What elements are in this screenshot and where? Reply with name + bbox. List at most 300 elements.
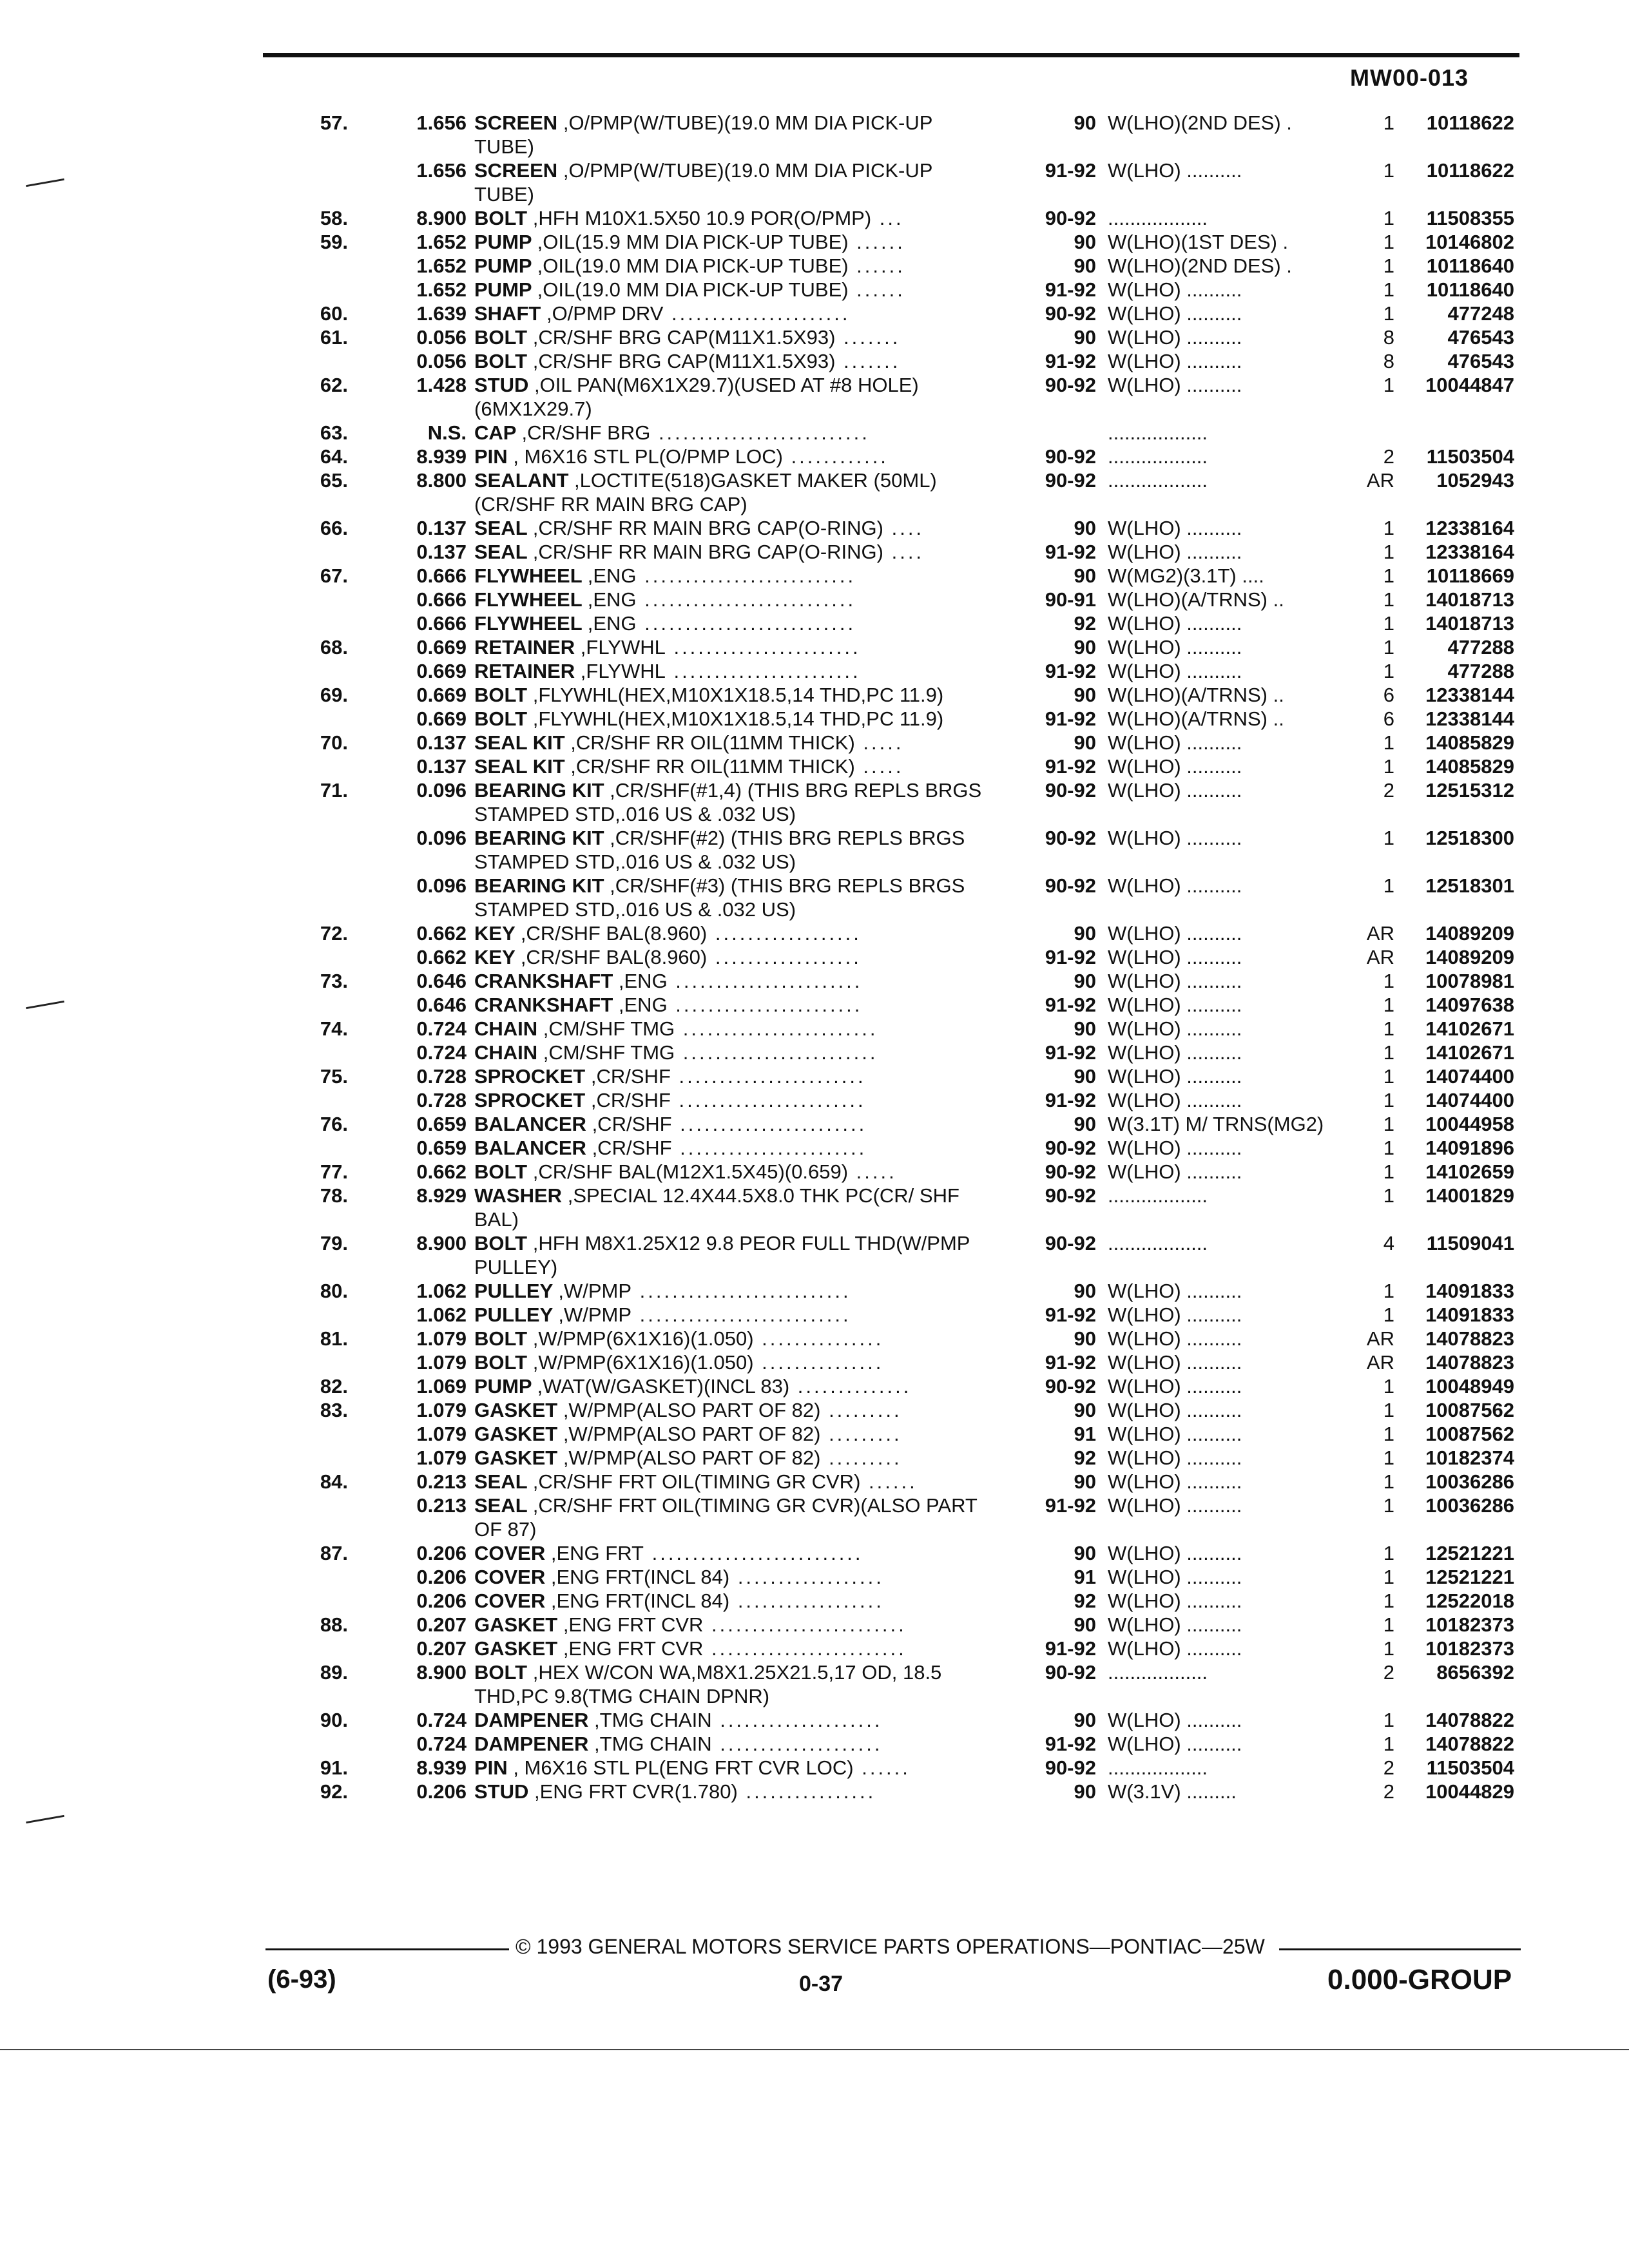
item-number: 74. [320,1017,348,1040]
usage: W(LHO) .......... [1108,374,1242,396]
part-detail: ,OIL PAN(M6X1X29.7)(USED AT #8 HOLE)(6MX1X29.7) [474,374,919,420]
part-description [474,1279,996,1303]
table-row [245,778,1514,826]
part-detail: ,W/PMP(ALSO PART OF 82) [563,1423,821,1445]
part-detail: ,OIL(19.0 MM DIA PICK-UP TUBE) [537,255,849,277]
quantity: 1 [1383,1184,1394,1207]
part-name: BOLT [474,207,528,229]
item-number [245,1136,363,1160]
model-years: 91-92 [1045,1303,1096,1326]
part-detail: ,CR/SHF RR MAIN BRG CAP(O-RING) [532,541,883,563]
quantity: 1 [1383,1041,1394,1064]
part-description [474,969,996,993]
part-name: GASKET [474,1613,558,1636]
group-number: 8.900 [416,1661,467,1684]
model-years: 90 [1074,1613,1096,1636]
part-number: 11503504 [1426,445,1514,468]
item-number: 83. [320,1399,348,1421]
quantity: 8 [1383,350,1394,372]
part-number: 10118640 [1426,278,1514,301]
item-number [245,1589,363,1613]
group-number: 0.096 [416,874,467,897]
part-number: 14102671 [1425,1041,1514,1064]
table-row [245,1398,1514,1422]
part-detail: ,OIL(15.9 MM DIA PICK-UP TUBE) [537,231,849,253]
part-detail: ,CR/SHF BRG [521,421,651,444]
table-row [245,1017,1514,1041]
part-name: BOLT [474,1232,528,1254]
usage: W(LHO) .......... [1108,1542,1242,1564]
usage: W(LHO) .......... [1108,922,1242,945]
usage: W(LHO) .......... [1108,1280,1242,1302]
part-detail: ,ENG [587,612,637,635]
part-name: RETAINER [474,636,575,658]
footer-rule-right [1279,1948,1521,1950]
quantity: 1 [1383,374,1394,396]
table-row [245,874,1514,921]
quantity: 1 [1383,1590,1394,1612]
item-number [245,611,363,635]
table-row [245,468,1514,516]
part-detail: ,ENG FRT CVR [563,1637,704,1660]
part-detail: ,CM/SHF TMG [543,1017,675,1040]
part-name: SEAL KIT [474,731,565,754]
item-number: 65. [320,469,348,492]
part-number: 14074400 [1425,1089,1514,1111]
table-row [245,325,1514,349]
usage: W(LHO) .......... [1108,779,1242,802]
part-number: 11509041 [1426,1232,1514,1254]
usage: W(LHO) .......... [1108,517,1242,539]
model-years: 90 [1074,1780,1096,1803]
group-number: 0.206 [416,1590,467,1612]
part-detail: ,ENG [587,564,637,587]
item-number [245,945,363,969]
quantity: 1 [1383,874,1394,897]
table-row [245,1112,1514,1136]
quantity: 1 [1383,1113,1394,1135]
group-number: 0.646 [416,970,467,992]
leader-dots: .... [883,541,925,563]
quantity: 1 [1383,731,1394,754]
part-number: 10044847 [1425,374,1514,396]
quantity: 1 [1383,541,1394,563]
group-number: 0.206 [416,1542,467,1564]
leader-dots: ................ [737,1780,876,1803]
model-years: 90 [1074,1017,1096,1040]
part-number: 10182373 [1425,1637,1514,1660]
parts-table-body [245,111,1514,1803]
part-description [474,659,996,683]
quantity: 1 [1383,827,1394,849]
part-description [474,325,996,349]
table-row [245,1231,1514,1279]
part-description [474,1732,996,1756]
table-row [245,1303,1514,1327]
part-name: COVER [474,1590,546,1612]
model-years: 90-92 [1045,1160,1096,1183]
item-number: 76. [320,1113,348,1135]
usage: W(LHO) .......... [1108,1303,1242,1326]
table-row [245,969,1514,993]
usage: W(LHO) .......... [1108,1160,1242,1183]
leader-dots: ......... [820,1423,902,1445]
item-number: 62. [320,374,348,396]
group-number: 0.666 [416,612,467,635]
part-detail: ,CR/SHF(#3) (THIS BRG REPLS BRGS STAMPED STD,.016 US & .032 US) [474,874,965,921]
leader-dots: ... [871,207,904,229]
item-number [245,278,363,302]
table-row [245,302,1514,325]
part-name: FLYWHEEL [474,588,583,611]
part-number: 10044829 [1425,1780,1514,1803]
item-number: 68. [320,636,348,658]
usage: W(LHO) .......... [1108,1446,1242,1469]
group-number: 8.800 [416,469,467,492]
item-number: 87. [320,1542,348,1564]
part-description [474,421,996,445]
part-name: PIN [474,445,508,468]
group-number: 1.428 [416,374,467,396]
item-number [245,1637,363,1660]
part-name: SEAL [474,1494,528,1517]
footer-rule-left [265,1948,491,1950]
part-description [474,731,996,754]
model-years: 91-92 [1045,159,1096,182]
item-number [245,826,363,874]
model-years: 91-92 [1045,541,1096,563]
part-detail: ,FLYWHL(HEX,M10X1X18.5,14 THD,PC 11.9) [532,707,944,730]
group-number: 0.659 [416,1113,467,1135]
part-detail: ,LOCTITE(518)GASKET MAKER (50ML)(CR/SHF RR MAIN BRG CAP) [474,469,937,515]
part-detail: ,CR/SHF [592,1137,672,1159]
leader-dots: ......... [820,1399,902,1421]
group-number: 1.079 [416,1399,467,1421]
table-row [245,1732,1514,1756]
quantity: 2 [1383,1756,1394,1779]
quantity: 1 [1383,1542,1394,1564]
part-number: 14085829 [1425,755,1514,778]
usage: W(LHO) .......... [1108,1637,1242,1660]
leader-dots: ...... [853,1756,911,1779]
part-description [474,1589,996,1613]
item-number [245,1565,363,1589]
usage: W(LHO) .......... [1108,1041,1242,1064]
group-number: 0.207 [416,1613,467,1636]
parts-table [245,111,1514,1803]
part-name: PULLEY [474,1280,553,1302]
model-years: 90-92 [1045,207,1096,229]
model-years: 91-92 [1045,1041,1096,1064]
part-detail: ,TMG CHAIN [594,1709,712,1731]
part-description [474,111,996,159]
leader-dots: ........................ [703,1637,907,1660]
model-years: 91-92 [1045,278,1096,301]
model-years: 90 [1074,731,1096,754]
model-years: 90 [1074,517,1096,539]
item-number: 91. [320,1756,348,1779]
item-number [245,707,363,731]
item-number [245,1494,363,1541]
part-number: 10048949 [1425,1375,1514,1398]
leader-dots: .................. [729,1566,884,1588]
model-years: 90-92 [1045,1375,1096,1398]
part-name: DAMPENER [474,1709,589,1731]
quantity: 1 [1383,970,1394,992]
part-detail: ,FLYWHL [580,660,666,682]
part-detail: ,CR/SHF RR MAIN BRG CAP(O-RING) [532,517,883,539]
part-number: 10118622 [1426,159,1514,182]
usage: W(3.1T) M/ TRNS(MG2) [1108,1113,1324,1135]
quantity: 1 [1383,255,1394,277]
table-row [245,230,1514,254]
quantity: 8 [1383,326,1394,349]
part-description [474,1613,996,1637]
item-number: 57. [320,111,348,134]
model-years: 91-92 [1045,1351,1096,1374]
part-description [474,1398,996,1422]
item-number [245,993,363,1017]
part-name: CRANKSHAFT [474,970,613,992]
table-row [245,921,1514,945]
part-description [474,611,996,635]
usage: W(LHO) .......... [1108,1017,1242,1040]
model-years: 91-92 [1045,946,1096,968]
part-name: CRANKSHAFT [474,994,613,1016]
item-number [245,1350,363,1374]
part-number: 14089209 [1425,946,1514,968]
group-number: 0.213 [416,1494,467,1517]
model-years: 90-92 [1045,445,1096,468]
model-years: 90 [1074,231,1096,253]
part-name: COVER [474,1566,546,1588]
usage: W(LHO) .......... [1108,1590,1242,1612]
part-description [474,1064,996,1088]
model-years: 90 [1074,1399,1096,1421]
part-description [474,1422,996,1446]
part-number: 10118640 [1426,255,1514,277]
part-name: FLYWHEEL [474,612,583,635]
part-name: BEARING KIT [474,874,604,897]
quantity: 1 [1383,517,1394,539]
part-description [474,635,996,659]
leader-dots: .................... [711,1733,883,1755]
part-detail: ,CM/SHF TMG [543,1041,675,1064]
group-number: 1.062 [416,1280,467,1302]
table-row [245,1780,1514,1803]
leader-dots: ...... [860,1470,918,1493]
usage: W(LHO) .......... [1108,994,1242,1016]
item-number: 92. [320,1780,348,1803]
part-number: 477288 [1447,636,1514,658]
item-number: 61. [320,326,348,349]
quantity: 1 [1383,278,1394,301]
table-row [245,1327,1514,1350]
group-number: 0.662 [416,1160,467,1183]
part-detail: ,CR/SHF FRT OIL(TIMING GR CVR) [532,1470,861,1493]
part-name: PUMP [474,278,532,301]
model-years: 90 [1074,1542,1096,1564]
part-number [1394,421,1514,445]
part-detail: ,ENG [618,970,668,992]
model-years: 90 [1074,1709,1096,1731]
part-detail: ,TMG CHAIN [594,1733,712,1755]
group-number: 1.639 [416,302,467,325]
table-row [245,159,1514,206]
usage: W(LHO) .......... [1108,1470,1242,1493]
quantity: 1 [1383,755,1394,778]
part-description [474,1660,996,1708]
model-years: 91 [1074,1423,1096,1445]
part-number: 12518301 [1425,874,1514,897]
item-number: 88. [320,1613,348,1636]
part-name: CHAIN [474,1017,538,1040]
part-name: WASHER [474,1184,563,1207]
table-row [245,1279,1514,1303]
item-number [245,1088,363,1112]
table-row [245,1565,1514,1589]
part-name: SPROCKET [474,1065,586,1088]
part-number: 12515312 [1425,779,1514,802]
part-name: PUMP [474,1375,532,1398]
part-number: 8656392 [1436,1661,1514,1684]
leader-dots: ........................ [675,1017,878,1040]
part-number: 12518300 [1425,827,1514,849]
part-description [474,373,996,421]
usage: .................. [1108,469,1208,492]
quantity: AR [1366,1327,1394,1350]
quantity: 1 [1383,1280,1394,1302]
leader-dots: ....... [835,326,901,349]
quantity: 1 [1383,159,1394,182]
part-detail: ,W/PMP [558,1280,632,1302]
part-detail: ,W/PMP(ALSO PART OF 82) [563,1399,821,1421]
item-number: 71. [320,779,348,802]
part-number: 14097638 [1425,994,1514,1016]
part-detail: ,CR/SHF BAL(8.960) [520,946,708,968]
part-name: GASKET [474,1446,558,1469]
part-number: 14001829 [1425,1184,1514,1207]
model-years: 90-92 [1045,779,1096,802]
part-detail: ,SPECIAL 12.4X44.5X8.0 THK PC(CR/ SHF BAL) [474,1184,959,1231]
table-row [245,1494,1514,1541]
part-name: SCREEN [474,159,558,182]
table-row [245,707,1514,731]
usage: .................. [1108,445,1208,468]
usage: W(LHO) .......... [1108,350,1242,372]
part-detail: ,CR/SHF(#2) (THIS BRG REPLS BRGS STAMPED STD,.016 US & .032 US) [474,827,965,873]
usage: W(LHO) .......... [1108,159,1242,182]
part-number: 14078822 [1425,1709,1514,1731]
group-number: 8.900 [416,1232,467,1254]
part-number: 14078822 [1425,1733,1514,1755]
part-description [474,921,996,945]
part-detail: ,HEX W/CON WA,M8X1.25X21.5,17 OD, 18.5 THD,PC 9.8(TMG CHAIN DPNR) [474,1661,942,1707]
quantity: 1 [1383,564,1394,587]
quantity: 1 [1383,1423,1394,1445]
table-row [245,1470,1514,1494]
part-description [474,540,996,564]
group-number: 0.724 [416,1017,467,1040]
part-description [474,254,996,278]
group-number: 0.137 [416,731,467,754]
quantity: 2 [1383,779,1394,802]
leader-dots: ....................... [670,1065,866,1088]
item-number [245,1303,363,1327]
part-name: BOLT [474,707,528,730]
leader-dots: .................. [707,922,862,945]
part-number: 10087562 [1425,1399,1514,1421]
model-years: 90 [1074,111,1096,134]
part-name: SCREEN [474,111,558,134]
part-name: DAMPENER [474,1733,589,1755]
part-detail: ,CR/SHF [590,1089,671,1111]
table-row [245,1708,1514,1732]
group-number: 1.079 [416,1327,467,1350]
quantity: 1 [1383,1494,1394,1517]
model-years: 90 [1074,1470,1096,1493]
table-row [245,1756,1514,1780]
group-number: 0.669 [416,660,467,682]
usage: W(LHO) .......... [1108,1089,1242,1111]
leader-dots: .............. [789,1375,912,1398]
group-number: 0.056 [416,326,467,349]
model-years: 90 [1074,326,1096,349]
table-row [245,421,1514,445]
part-detail: ,O/PMP(W/TUBE)(19.0 MM DIA PICK-UP TUBE) [474,111,932,158]
leader-dots: .......................... [643,1542,863,1564]
usage: W(LHO) .......... [1108,755,1242,778]
part-name: BOLT [474,1160,528,1183]
group-label: 0.000-GROUP [1327,1964,1512,1995]
part-description [474,707,996,731]
leader-dots: ....................... [670,1089,866,1111]
usage: .................. [1108,1756,1208,1779]
usage: W(LHO) .......... [1108,1709,1242,1731]
part-description [474,874,996,921]
usage: W(LHO) .......... [1108,278,1242,301]
group-number: 8.900 [416,207,467,229]
model-years: 90 [1074,1327,1096,1350]
model-years: 90-92 [1045,374,1096,396]
group-number: 1.079 [416,1351,467,1374]
group-number: 0.137 [416,755,467,778]
part-detail: ,CR/SHF BAL(8.960) [520,922,708,945]
model-years: 90-92 [1045,1137,1096,1159]
quantity: 1 [1383,1637,1394,1660]
part-description [474,1446,996,1470]
group-number: 1.079 [416,1423,467,1445]
quantity: 1 [1383,111,1394,134]
leader-dots: ...... [848,278,905,301]
document-number: MW00-013 [1350,64,1469,91]
part-detail: ,ENG FRT CVR(1.780) [534,1780,738,1803]
part-detail: ,FLYWHL(HEX,M10X1X18.5,14 THD,PC 11.9) [532,684,944,706]
quantity: 1 [1383,1065,1394,1088]
part-number: 12522018 [1425,1590,1514,1612]
bottom-rule [0,2049,1629,2050]
group-number: 1.652 [416,231,467,253]
usage: W(LHO) .......... [1108,970,1242,992]
model-years: 90-92 [1045,1184,1096,1207]
model-years: 90-92 [1045,827,1096,849]
quantity: 1 [1383,1566,1394,1588]
part-description [474,945,996,969]
model-years: 90 [1074,970,1096,992]
table-row [245,1613,1514,1637]
leader-dots: ..... [854,731,904,754]
group-number: 0.096 [416,827,467,849]
